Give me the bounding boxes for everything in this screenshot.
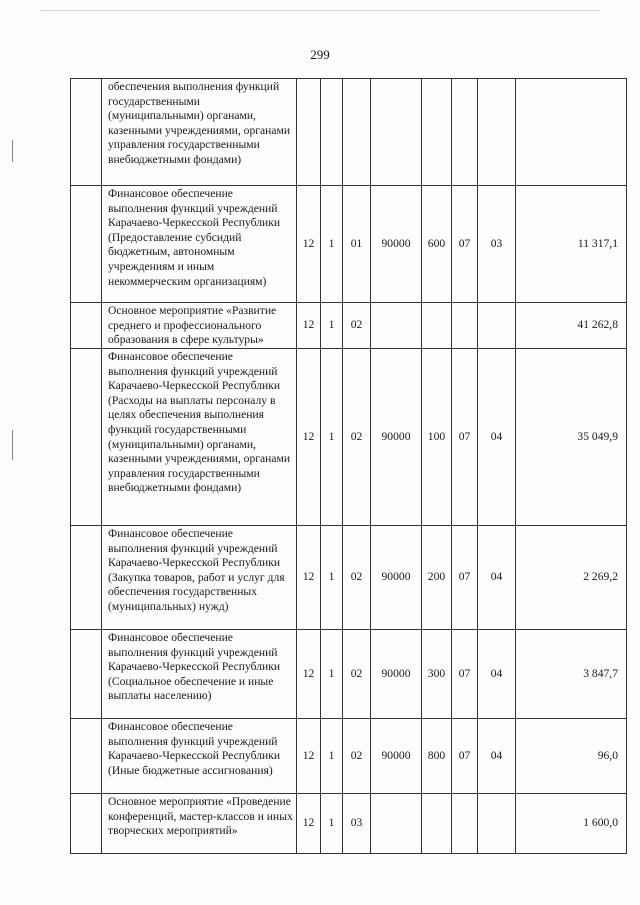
- row-description: Финансовое обеспечение выполнения функций учреждений Карачаево-Черкесской Республики (Иные бюджетные ассигнования): [102, 719, 297, 794]
- scan-margin-mark: [12, 140, 13, 162]
- code-cell: 800: [422, 719, 452, 794]
- code-cell: 07: [452, 186, 478, 303]
- code-cell: 07: [452, 719, 478, 794]
- amount-cell: 2 269,2: [516, 526, 627, 630]
- code-cell: 07: [452, 526, 478, 630]
- code-cell: 04: [478, 630, 516, 719]
- table-row: [71, 303, 627, 349]
- code-cell: [371, 794, 422, 854]
- code-cell: 90000: [371, 186, 422, 303]
- code-cell: 90000: [371, 719, 422, 794]
- code-cell: 04: [478, 526, 516, 630]
- code-cell: 1: [321, 526, 343, 630]
- row-description: Основное мероприятие «Проведение конференций, мастер-классов и иных творческих мероприятий»: [102, 794, 297, 854]
- amount-cell: 41 262,8: [516, 303, 627, 349]
- code-cell: 03: [478, 186, 516, 303]
- empty-cell: [71, 303, 102, 349]
- amount-cell: 3 847,7: [516, 630, 627, 719]
- code-cell: 12: [297, 186, 321, 303]
- code-cell: 12: [297, 794, 321, 854]
- amount-cell: 35 049,9: [516, 349, 627, 526]
- code-cell: 90000: [371, 630, 422, 719]
- code-cell: 200: [422, 526, 452, 630]
- empty-cell: [71, 719, 102, 794]
- code-cell: [452, 79, 478, 186]
- code-cell: [478, 79, 516, 186]
- code-cell: 300: [422, 630, 452, 719]
- code-cell: 01: [343, 186, 371, 303]
- row-description: Финансовое обеспечение выполнения функций учреждений Карачаево-Черкесской Республики (Закупка товаров, работ и услуг для обеспечения государственных (муниципальных) нужд): [102, 526, 297, 630]
- empty-cell: [71, 79, 102, 186]
- code-cell: 07: [452, 630, 478, 719]
- code-cell: 04: [478, 719, 516, 794]
- table-row: [71, 186, 627, 303]
- code-cell: 02: [343, 630, 371, 719]
- table-row: [71, 79, 627, 186]
- empty-cell: [71, 349, 102, 526]
- code-cell: 1: [321, 349, 343, 526]
- code-cell: 1: [321, 630, 343, 719]
- amount-cell: 96,0: [516, 719, 627, 794]
- code-cell: [371, 79, 422, 186]
- code-cell: [371, 303, 422, 349]
- code-cell: 1: [321, 794, 343, 854]
- code-cell: [422, 794, 452, 854]
- code-cell: 12: [297, 303, 321, 349]
- scan-margin-mark: [12, 430, 13, 460]
- code-cell: [452, 794, 478, 854]
- table-row: [71, 349, 627, 526]
- code-cell: [297, 79, 321, 186]
- scan-artifact: [40, 10, 600, 19]
- page-number: 299: [310, 47, 330, 62]
- empty-cell: [71, 186, 102, 303]
- code-cell: [422, 303, 452, 349]
- row-description: Финансовое обеспечение выполнения функций учреждений Карачаево-Черкесской Республики (Предоставление субсидий бюджетным, автономным учреждениям и иным некоммерческим организациям): [102, 186, 297, 303]
- row-description: Основное мероприятие «Развитие среднего и профессионального образования в сфере культуры»: [102, 303, 297, 349]
- code-cell: 100: [422, 349, 452, 526]
- amount-cell: [516, 79, 627, 186]
- empty-cell: [71, 630, 102, 719]
- code-cell: 12: [297, 526, 321, 630]
- code-cell: 02: [343, 349, 371, 526]
- table-row: [71, 719, 627, 794]
- amount-cell: 11 317,1: [516, 186, 627, 303]
- code-cell: [343, 79, 371, 186]
- code-cell: 600: [422, 186, 452, 303]
- code-cell: 1: [321, 303, 343, 349]
- code-cell: 12: [297, 349, 321, 526]
- code-cell: 04: [478, 349, 516, 526]
- code-cell: 1: [321, 186, 343, 303]
- empty-cell: [71, 526, 102, 630]
- amount-cell: 1 600,0: [516, 794, 627, 854]
- budget-table: [70, 78, 627, 854]
- code-cell: [321, 79, 343, 186]
- table-row: [71, 630, 627, 719]
- code-cell: 90000: [371, 526, 422, 630]
- code-cell: 02: [343, 719, 371, 794]
- table-row: [71, 794, 627, 854]
- code-cell: 03: [343, 794, 371, 854]
- code-cell: [478, 303, 516, 349]
- code-cell: 07: [452, 349, 478, 526]
- code-cell: 12: [297, 719, 321, 794]
- code-cell: 02: [343, 303, 371, 349]
- row-description: Финансовое обеспечение выполнения функций учреждений Карачаево-Черкесской Республики (Расходы на выплаты персоналу в целях обеспечения выполнения функций государственными (муниципальными) органами, казенными учреждениями, органами управления государственными внебюджетными фондами): [102, 349, 297, 526]
- row-description: обеспечения выполнения функций государственными (муниципальными) органами, казенными учреждениями, органами управления государственными внебюджетными фондами): [102, 79, 297, 186]
- empty-cell: [71, 794, 102, 854]
- code-cell: 1: [321, 719, 343, 794]
- code-cell: 12: [297, 630, 321, 719]
- row-description: Финансовое обеспечение выполнения функций учреждений Карачаево-Черкесской Республики (Социальное обеспечение и иные выплаты населению): [102, 630, 297, 719]
- code-cell: [452, 303, 478, 349]
- code-cell: 02: [343, 526, 371, 630]
- table-row: [71, 526, 627, 630]
- code-cell: [478, 794, 516, 854]
- code-cell: [422, 79, 452, 186]
- code-cell: 90000: [371, 349, 422, 526]
